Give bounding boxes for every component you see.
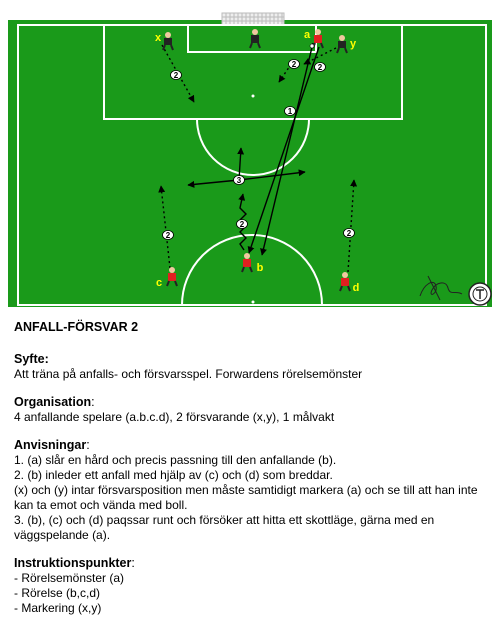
anvisningar-section [14, 438, 490, 543]
svg-text:2: 2 [173, 71, 179, 80]
syfte-line: Att träna på anfalls- och försvarsspel. Forwardens rörelsemönster [14, 367, 363, 381]
step-label-2-d [344, 229, 355, 239]
anvisningar-line-5: 3. (b), (c) och (d) paqssar runt och försöker att hitta ett skottläge, gärna med en [14, 513, 435, 527]
svg-text:x: x [154, 32, 162, 44]
svg-text:2: 2 [291, 60, 297, 69]
pitch-diagram [0, 0, 500, 312]
svg-text:1: 1 [287, 107, 293, 116]
svg-text:c: c [155, 277, 163, 289]
instruktionspunkter-section [14, 556, 490, 616]
step-label-2-x [171, 71, 182, 81]
syfte-section [14, 352, 490, 382]
step-label-2-a [289, 60, 300, 70]
svg-text:3: 3 [236, 176, 242, 185]
anvisningar-line-4: kan ta emot och vända med boll. [14, 498, 188, 512]
svg-text:2: 2 [317, 63, 323, 72]
instruktionspunkter-heading: Instruktionspunkter: [14, 556, 135, 570]
anvisningar-heading: Anvisningar: [14, 438, 90, 452]
organisation-section [14, 395, 490, 425]
organisation-line: 4 anfallande spelare (a.b.c.d), 2 försvarande (x,y), 1 målvakt [14, 410, 335, 424]
instruktionspunkter-line-1: - Rörelsemönster (a) [14, 571, 125, 585]
step-label-2-c [163, 231, 174, 241]
exercise-title: ANFALL-FÖRSVAR 2 [14, 320, 139, 334]
svg-text:2: 2 [346, 229, 352, 238]
penalty-spot [252, 95, 255, 98]
step-label-2-b [237, 220, 248, 230]
step-label-1 [285, 107, 296, 117]
club-seal-icon [469, 283, 491, 305]
instruktionspunkter-line-3: - Markering (x,y) [14, 601, 102, 615]
organisation-heading: Organisation: [14, 395, 95, 409]
svg-text:2: 2 [165, 231, 171, 240]
anvisningar-line-2: 2. (b) inleder ett anfall med hjälp av (c) och (d) som breddar. [14, 468, 333, 482]
center-spot [252, 301, 255, 304]
svg-text:a: a [303, 29, 311, 41]
svg-text:2: 2 [239, 220, 245, 229]
exercise-document [14, 320, 490, 629]
anvisningar-line-3: (x) och (y) intar försvarsposition men måste samtidigt markera (a) och se till att han inte [14, 483, 478, 497]
svg-text:y: y [349, 38, 357, 50]
goal-net [222, 13, 284, 25]
anvisningar-line-6: väggspelande (a). [14, 528, 111, 542]
step-label-2-y [315, 63, 326, 73]
anvisningar-line-1: 1. (a) slår en hård och precis passning till den anfallande (b). [14, 453, 337, 467]
instruktionspunkter-line-2: - Rörelse (b,c,d) [14, 586, 101, 600]
svg-text:b: b [256, 262, 264, 274]
step-label-3 [234, 176, 245, 186]
svg-text:d: d [352, 282, 360, 294]
syfte-heading: Syfte: [14, 352, 49, 366]
